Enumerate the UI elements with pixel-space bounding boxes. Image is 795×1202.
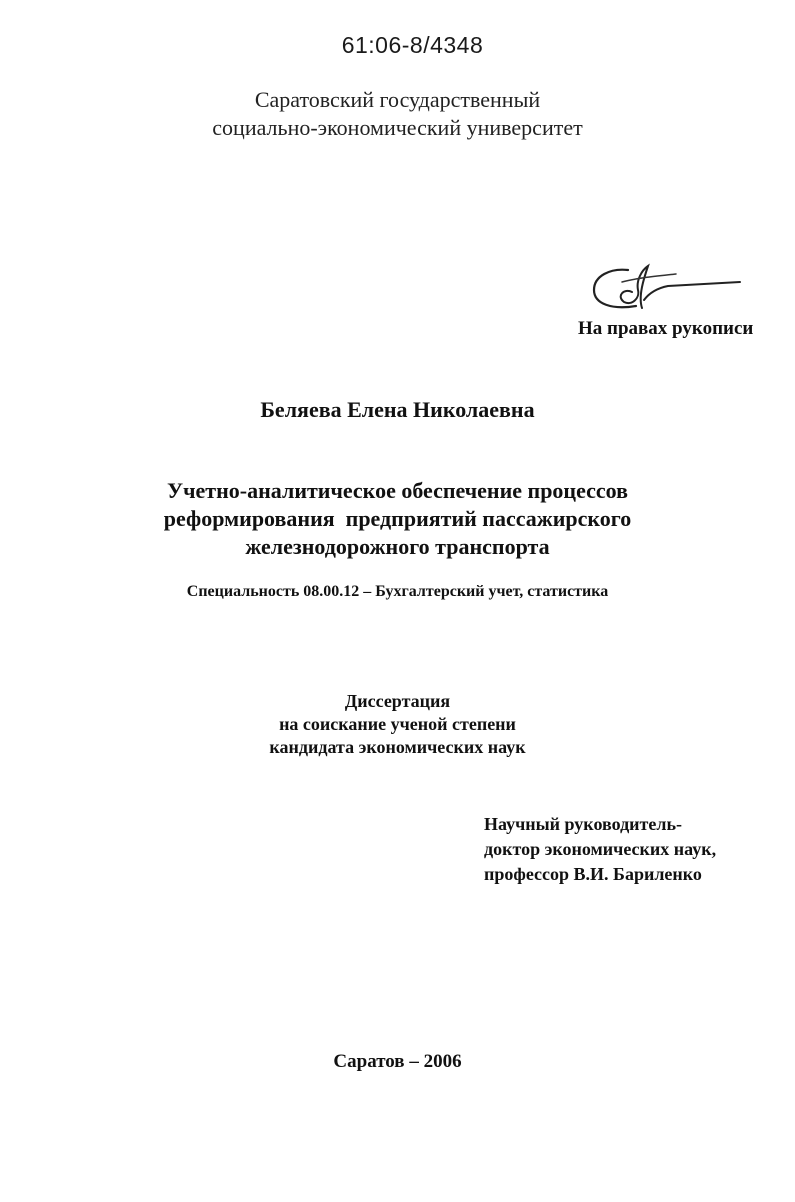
- city-year: Саратов – 2006: [333, 1051, 462, 1072]
- manuscript-note: На правах рукописи: [578, 318, 754, 339]
- title-line-1: Учетно-аналитическое обеспечение процессов: [166, 478, 629, 503]
- dissertation-title: [0, 477, 795, 561]
- scientific-advisor: [484, 812, 716, 887]
- handwritten-signature: [588, 262, 748, 320]
- dissertation-degree: [0, 690, 795, 759]
- dissertation-line-2: на соискание ученой степени: [279, 714, 516, 734]
- title-line-3: железнодорожного транспорта: [245, 534, 550, 559]
- dissertation-line-3: кандидата экономических наук: [269, 737, 526, 757]
- author-name: Беляева Елена Николаевна: [260, 397, 535, 422]
- catalog-number: 61:06-8/4348: [341, 32, 484, 58]
- dissertation-line-1: Диссертация: [344, 691, 451, 711]
- university-line-2: социально-экономический университет: [212, 115, 583, 140]
- university-line-1: Саратовский государственный: [254, 87, 541, 112]
- university-name: [0, 86, 795, 142]
- specialty: Специальность 08.00.12 – Бухгалтерский учет, статистика: [186, 583, 609, 600]
- advisor-line-3: профессор В.И. Бариленко: [484, 864, 702, 884]
- advisor-line-2: доктор экономических наук,: [484, 839, 717, 859]
- advisor-line-1: Научный руководитель-: [484, 814, 682, 834]
- title-line-2: реформирования предприятий пассажирского: [163, 506, 632, 531]
